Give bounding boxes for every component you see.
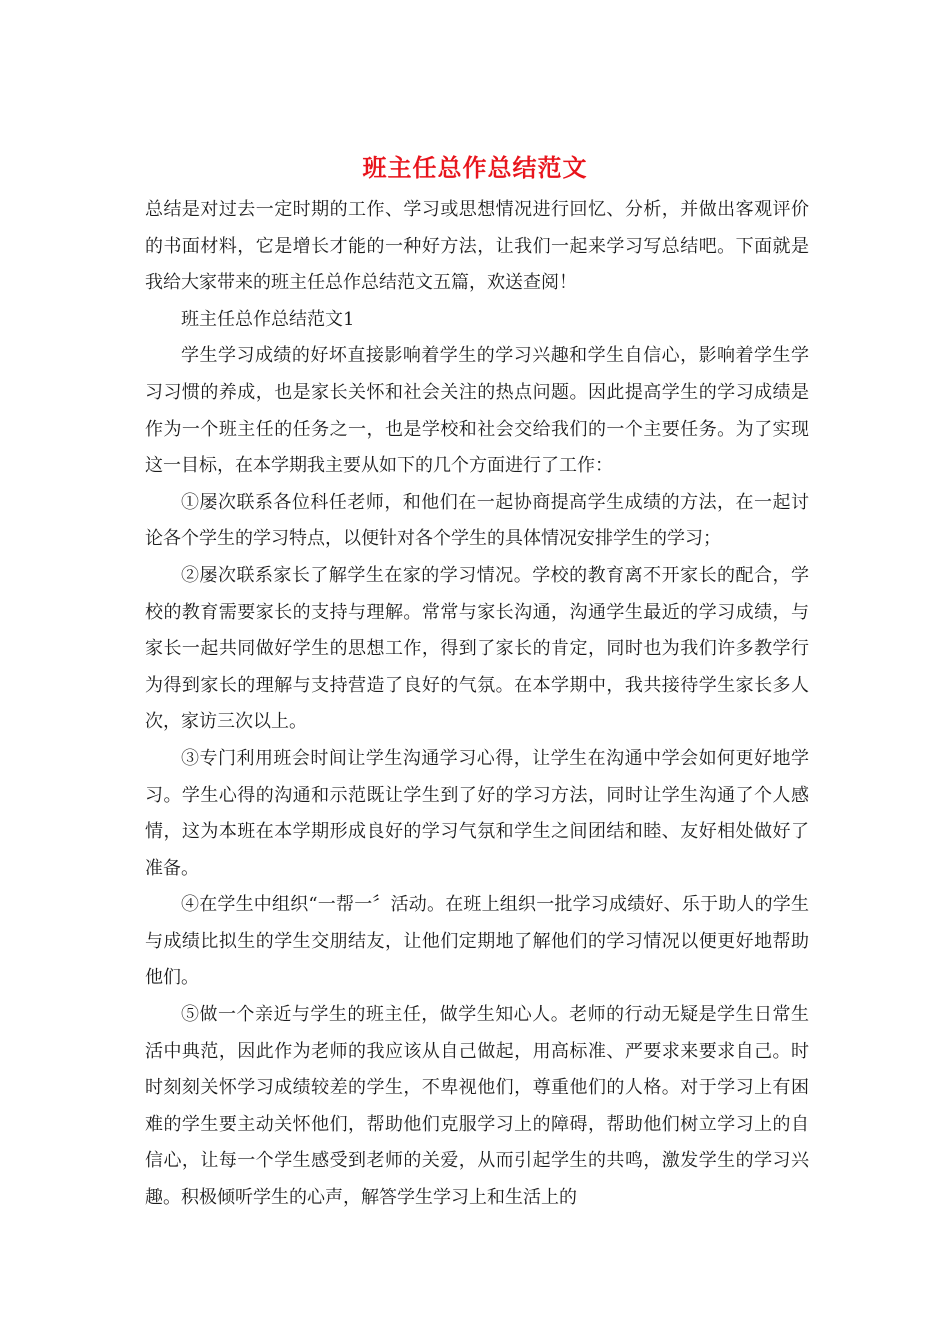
document-title: 班主任总作总结范文 [362, 153, 588, 182]
body-paragraph-5: ④在学生中组织“一帮一〞活动。在班上组织一批学习成绩好、乐于助人的学生与成绩比拟生的学生交朋结友，让他们定期地了解他们的学习情况以便更好地帮助他们。 [145, 894, 809, 989]
body-paragraph-3: ②屡次联系家长了解学生在家的学习情况。学校的教育离不开家长的配合，学校的教育需要家长的支持与理解。常常与家长沟通，沟通学生最近的学习成绩，与家长一起共同做好学生的思想工作，得到了家长的肯定，同时也为我们许多教学行为得到家长的理解与支持营造了良好的气氛。在本学期中，我共接待学生家长多人次，家访三次以上。 [145, 564, 809, 733]
section-heading: 班主任总作总结范文1 [181, 308, 355, 330]
body-paragraph-6: ⑤做一个亲近与学生的班主任，做学生知心人。老师的行动无疑是学生日常生活中典范，因此作为老师的我应该从自己做起，用高标准、严要求来要求自己。时时刻刻关怀学习成绩较差的学生，不卑视他们，尊重他们的人格。对于学习上有困难的学生要主动关怀他们，帮助他们克服学习上的障碍，帮助他们树立学习上的自信心，让每一个学生感受到老师的关爱，从而引起学生的共鸣，激发学生的学习兴趣。积极倾听学生的心声，解答学生学习上和生活上的 [145, 1004, 809, 1209]
body-paragraph-2: ①屡次联系各位科任老师，和他们在一起协商提高学生成绩的方法，在一起讨论各个学生的学习特点，以便针对各个学生的具体情况安排学生的学习； [145, 491, 809, 550]
body-paragraph-1: 学生学习成绩的好坏直接影响着学生的学习兴趣和学生自信心，影响着学生学习习惯的养成，也是家长关怀和社会关注的热点问题。因此提高学生的学习成绩是作为一个班主任的任务之一，也是学校和社会交给我们的一个主要任务。为了实现这一目标，在本学期我主要从如下的几个方面进行了工作： [145, 345, 809, 477]
intro-paragraph: 总结是对过去一定时期的工作、学习或思想情况进行回忆、分析，并做出客观评价的书面材料，它是增长才能的一种好方法，让我们一起来学习写总结吧。下面就是我给大家带来的班主任总作总结范文五篇，欢送查阅！ [145, 199, 809, 294]
document-body [145, 192, 809, 1217]
body-paragraph-4: ③专门利用班会时间让学生沟通学习心得，让学生在沟通中学会如何更好地学习。学生心得的沟通和示范既让学生到了好的学习方法，同时让学生沟通了个人感情，这为本班在本学期形成良好的学习气氛和学生之间团结和睦、友好相处做好了准备。 [145, 747, 809, 879]
